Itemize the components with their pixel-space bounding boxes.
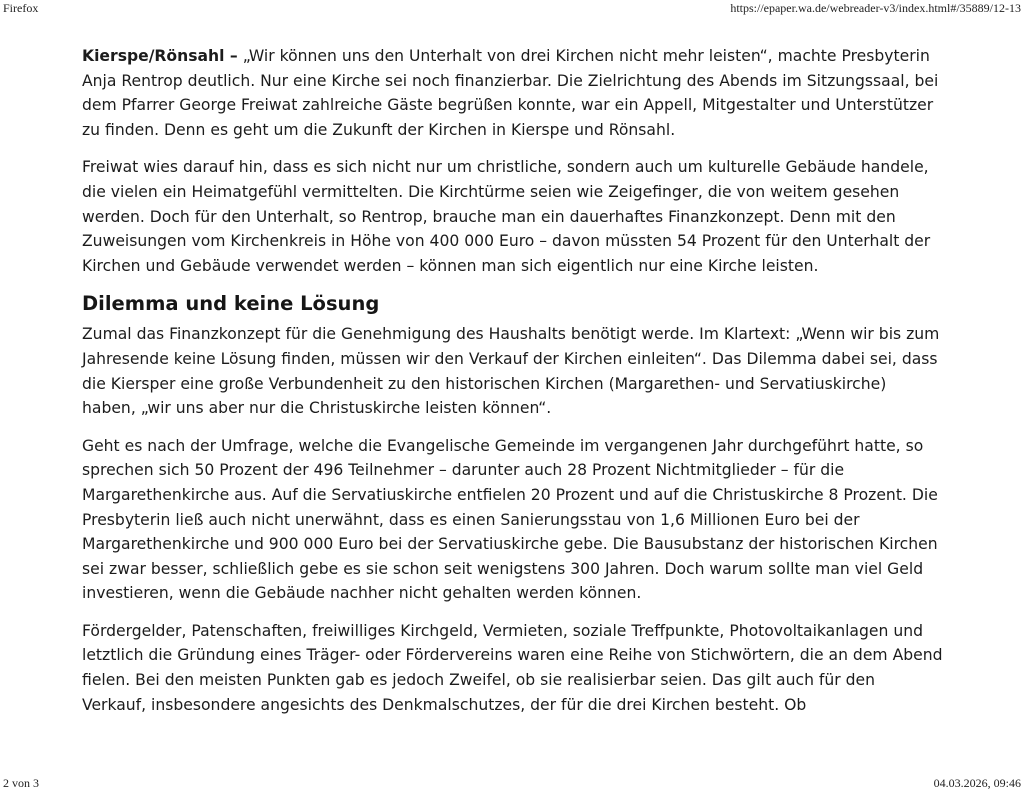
article-paragraph: Freiwat wies darauf hin, dass es sich nicht nur um christliche, sondern auch um kulturelle Gebäude handele, die vielen ein Heimatgefühl vermittelten. Die Kirchtürme seien wie Zeigefinger, die von weitem gesehen werden. Doch für den Unterhalt, so Rentrop, brauche man ein dauerhaftes Finanzkonzept. Denn mit den Zuweisungen vom Kirchenkreis in Höhe von 400 000 Euro – davon müssten 54 Prozent für den Unterhalt der Kirchen und Gebäude verwendet werden – können man sich eigentlich nur eine Kirche leisten. — [82, 158, 931, 275]
article-paragraph: Geht es nach der Umfrage, welche die Evangelische Gemeinde im vergangenen Jahr durchgeführt hatte, so sprechen sich 50 Prozent der 496 Teilnehmer – darunter auch 28 Prozent Nichtmitglieder – für die Margarethenkirche aus. Auf die Servatiuskirche entfielen 20 Prozent und auf die Christuskirche 8 Prozent. Die Presbyterin ließ auch nicht unerwähnt, dass es einen Sanierungsstau von 1,6 Millionen Euro bei der Margarethenkirche und 900 000 Euro bei der Servatiuskirche gebe. Die Bausubstanz der historischen Kirchen sei zwar besser, schließlich gebe es sie schon seit wenigstens 300 Jahren. Doch warum sollte man viel Geld investieren, wenn die Gebäude nachher nicht gehalten werden können. — [82, 436, 938, 603]
page-url[interactable]: https://epaper.wa.de/webreader-v3/index.html#/35889/12-13 — [730, 1, 1021, 15]
article-body — [82, 44, 944, 730]
browser-name: Firefox — [3, 1, 39, 15]
print-timestamp: 04.03.2026, 09:46 — [933, 776, 1021, 790]
article-paragraph: Zumal das Finanzkonzept für die Genehmigung des Haushalts benötigt werde. Im Klartext: „Wenn wir bis zum Jahresende keine Lösung finden, müssen wir den Verkauf der Kirchen einleiten“. Das Dilemma dabei sei, dass die Kiersper eine große Verbundenheit zu den historischen Kirchen (Margarethen- und Servatiuskirche) haben, „wir uns aber nur die Christuskirche leisten können“. — [82, 325, 940, 418]
article-paragraph — [82, 44, 944, 142]
page-indicator: 2 von 3 — [3, 776, 39, 790]
subheading: Dilemma und keine Lösung — [82, 292, 380, 316]
print-header — [0, 0, 1024, 16]
article-paragraph: Fördergelder, Patenschaften, freiwilliges Kirchgeld, Vermieten, soziale Treffpunkte, Photovoltaikanlagen und letztlich die Gründung eines Träger- oder Fördervereins waren eine Reihe von Stichwörtern, die an dem Abend fielen. Bei den meisten Punkten gab es jedoch Zweifel, ob sie realisierbar seien. Das gilt auch für den Verkauf, insbesondere angesichts des Denkmalschutzes, der für die drei Kirchen besteht. Ob — [82, 621, 943, 714]
dateline: Kierspe/Rönsahl – — [82, 47, 238, 65]
print-footer — [0, 775, 1024, 791]
paragraph-text: „Wir können uns den Unterhalt von drei Kirchen nicht mehr leisten“, machte Presbyterin Anja Rentrop deutlich. Nur eine Kirche sei noch finanzierbar. Die Zielrichtung des Abends im Sitzungssaal, bei dem Pfarrer George Freiwat zahlreiche Gäste begrüßen konnte, war ein Appell, Mitgestalter und Unterstützer zu finden. Denn es geht um die Zukunft der Kirchen in Kierspe und Rönsahl. — [82, 47, 939, 139]
